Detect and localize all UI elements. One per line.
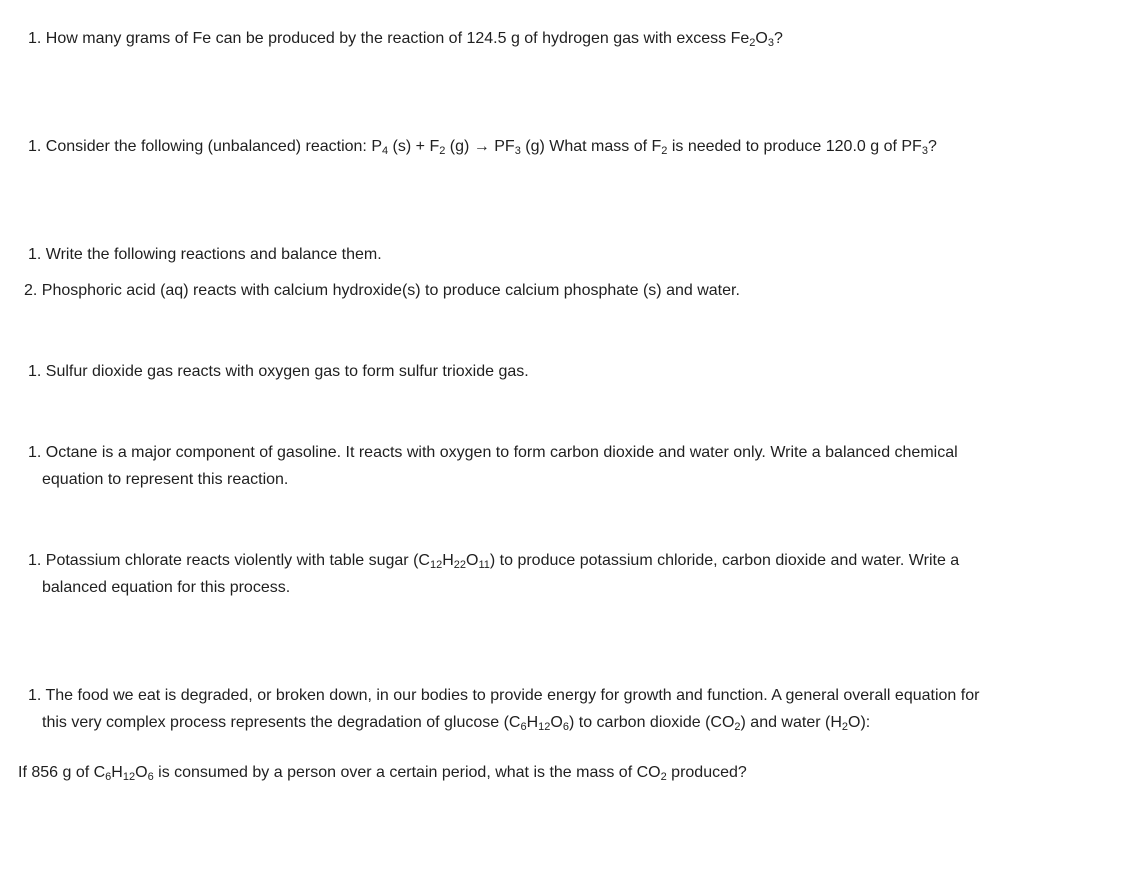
question-text: is consumed by a person over a certain period, what is the mass of CO <box>153 764 661 781</box>
subscript: 2 <box>661 145 668 157</box>
list-number: 1. <box>28 246 42 263</box>
subscript: 22 <box>453 559 467 571</box>
subscript: 2 <box>734 721 741 733</box>
question-pf3-reaction <box>28 136 937 158</box>
question-fe-production <box>28 28 783 50</box>
question-text: If 856 g of C <box>18 764 106 781</box>
question-sulfur-dioxide <box>28 361 529 383</box>
question-text: Phosphoric acid (aq) reacts with calcium hydroxide(s) to produce calcium phosphate (s) and water. <box>37 282 740 299</box>
subscript: 4 <box>381 145 389 157</box>
question-text: O): <box>848 714 871 731</box>
question-text: The food we eat is degraded, or broken down, in our bodies to provide energy for growth and function. A general overall equation for <box>41 687 980 704</box>
question-text: O <box>550 714 563 731</box>
question-potassium-chlorate-line1 <box>28 550 959 572</box>
list-number: 1. <box>28 687 42 704</box>
question-text: (g) What mass of F <box>520 138 662 155</box>
question-text: ) to carbon dioxide (CO <box>568 714 735 731</box>
question-potassium-chlorate-line2 <box>42 577 290 599</box>
list-number: 1. <box>28 138 42 155</box>
question-text: O <box>466 552 479 569</box>
question-text: ) and water (H <box>740 714 842 731</box>
question-text: this very complex process represents the degradation of glucose (C <box>42 714 521 731</box>
question-text: H <box>526 714 539 731</box>
question-text: H <box>442 552 454 569</box>
question-text: O <box>135 764 148 781</box>
question-text: H <box>111 764 123 781</box>
subscript: 2 <box>841 721 849 733</box>
question-text: ? <box>774 30 783 47</box>
question-text: Octane is a major component of gasoline. It reacts with oxygen to form carbon dioxide and water only. Write a balanced chemical <box>41 444 958 461</box>
subscript: 12 <box>122 771 136 783</box>
question-glucose-line2 <box>42 712 870 734</box>
question-text: ) to produce potassium chloride, carbon dioxide and water. Write a <box>489 552 960 569</box>
question-text: (g) → PF <box>445 138 515 155</box>
subscript: 3 <box>921 145 928 157</box>
subscript: 2 <box>439 145 446 157</box>
question-octane-line1 <box>28 442 958 464</box>
question-text: ? <box>927 138 937 155</box>
question-text: Consider the following (unbalanced) reaction: P <box>41 138 382 155</box>
subscript: 6 <box>520 721 527 733</box>
subscript: 12 <box>429 559 443 571</box>
question-text: equation to represent this reaction. <box>42 471 289 488</box>
subscript: 11 <box>478 559 490 571</box>
subscript: 2 <box>749 37 756 49</box>
question-text: Write the following reactions and balance them. <box>41 246 382 263</box>
subscript: 6 <box>105 771 112 783</box>
question-balance-intro <box>28 244 382 266</box>
list-number: 1. <box>28 363 42 380</box>
question-phosphoric-acid <box>24 280 740 302</box>
subscript: 6 <box>147 771 154 783</box>
list-number: 1. <box>28 552 42 569</box>
list-number: 1. <box>28 444 42 461</box>
question-text: balanced equation for this process. <box>42 579 291 596</box>
subscript: 3 <box>514 145 521 157</box>
subscript: 2 <box>660 771 667 783</box>
question-text: (s) + F <box>388 138 440 155</box>
list-number: 2. <box>24 282 38 299</box>
list-number: 1. <box>28 30 42 47</box>
question-glucose-line1 <box>28 685 979 707</box>
subscript: 6 <box>562 721 569 733</box>
subscript: 3 <box>767 37 774 49</box>
question-text: Sulfur dioxide gas reacts with oxygen gas to form sulfur trioxide gas. <box>41 363 529 380</box>
subscript: 12 <box>538 721 551 733</box>
question-octane-line2 <box>42 469 288 491</box>
question-text: O <box>755 30 768 47</box>
question-text: is needed to produce 120.0 g of PF <box>667 138 922 155</box>
question-text: Potassium chlorate reacts violently with table sugar (C <box>41 552 430 569</box>
question-glucose-mass <box>18 762 747 784</box>
question-text: produced? <box>666 764 747 781</box>
question-text: How many grams of Fe can be produced by the reaction of 124.5 g of hydrogen gas with excess Fe <box>41 30 750 47</box>
